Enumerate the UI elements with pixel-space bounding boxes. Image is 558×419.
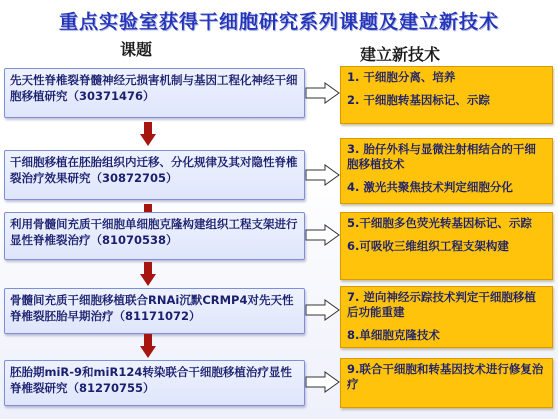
technique-item: 5.干细胞多色荧光转基因标记、示踪 (347, 216, 532, 230)
technique-item: 3. 胎仔外科与显微注射相结合的干细胞移植技术 (347, 142, 536, 171)
technique-item: 1. 干细胞分离、培养 (347, 70, 456, 84)
technique-box-1 (340, 66, 553, 124)
technique-item: 2. 干细胞转基因标记、示踪 (347, 93, 490, 107)
techniques-column-header: 建立新技术 (360, 45, 441, 64)
down-arrow-icon (140, 122, 156, 146)
technique-item: 7. 逆向神经示踪技术判定干细胞移植后功能重建 (347, 290, 536, 319)
technique-item: 4. 激光共聚焦技术判定细胞分化 (347, 180, 513, 194)
right-arrow-icon (305, 371, 340, 393)
technique-item: 6.可吸收三维组织工程支架构建 (347, 239, 509, 253)
project-box-1 (4, 68, 305, 118)
technique-item: 9.联合干细胞和转基因技术进行修复治疗 (347, 362, 544, 391)
technique-box-5 (340, 358, 553, 408)
down-arrow-icon (140, 334, 156, 358)
project-box-3 (4, 212, 305, 260)
project-text: 利用骨髓间充质干细胞单细胞克隆构建组织工程支架进行显性脊椎裂治疗（81070538） (10, 217, 298, 247)
right-arrow-icon (305, 299, 340, 321)
project-text: 骨髓间充质干细胞移植联合RNAi沉默CRMP4对先天性脊椎裂胚胎早期治疗（81171072） (10, 293, 294, 323)
project-text: 先天性脊椎裂脊髓神经元损害机制与基因工程化神经干细胞移植研究（30371476） (10, 73, 298, 103)
technique-box-4 (340, 286, 553, 348)
project-box-2 (4, 150, 305, 200)
technique-box-2 (340, 138, 553, 204)
projects-column-header: 课题 (120, 40, 153, 59)
technique-item: 8.单细胞克隆技术 (347, 328, 440, 342)
project-box-4 (4, 288, 305, 334)
project-text: 胚胎期miR-9和miR124转染联合干细胞移植治疗显性脊椎裂研究（81270755） (10, 365, 292, 395)
down-arrow-icon (140, 262, 156, 286)
technique-box-3 (340, 212, 553, 280)
project-text: 干细胞移植在胚胎组织内迁移、分化规律及其对隐性脊椎裂治疗效果研究（30872705） (10, 155, 298, 185)
page-title: 重点实验室获得干细胞研究系列课题及建立新技术 (58, 11, 499, 33)
right-arrow-icon (305, 82, 340, 104)
right-arrow-icon (305, 224, 340, 246)
right-arrow-icon (305, 164, 340, 186)
project-box-5 (4, 360, 305, 406)
